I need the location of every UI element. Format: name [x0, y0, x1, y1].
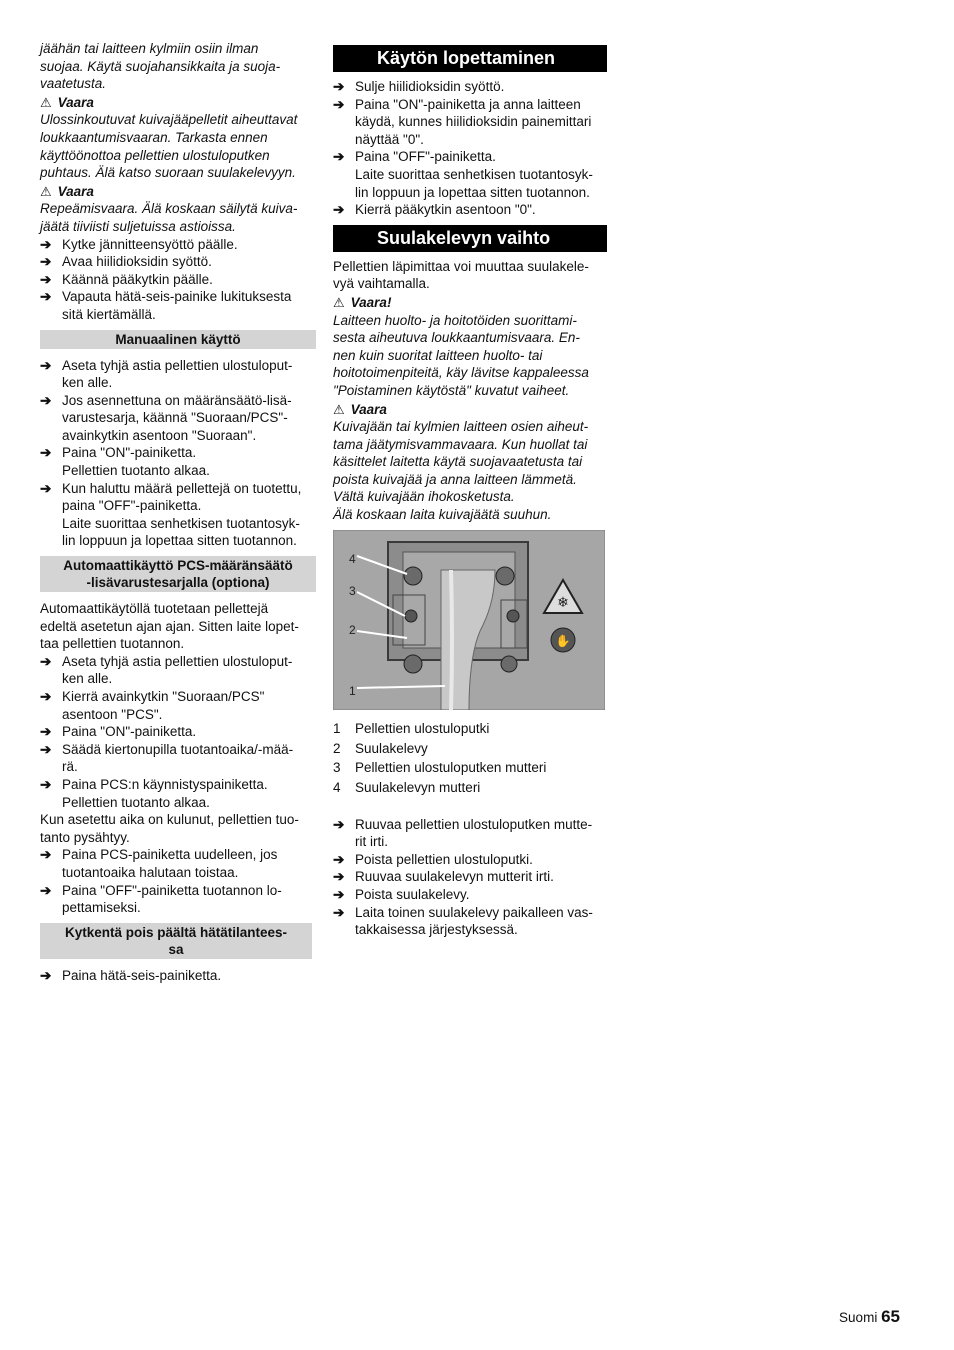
step-item: ➔ Paina PCS:n käynnistyspainiketta.	[40, 776, 268, 792]
nozzle-plate-photo	[333, 530, 605, 710]
step-item: ➔ Paina "ON"-painiketta.	[40, 445, 197, 461]
step-item: ➔ Käännä pääkytkin päälle.	[40, 271, 213, 287]
svg-text:✋: ✋	[555, 633, 571, 648]
step-item: ➔ Paina PCS-painiketta uudelleen, jos tuotantoaika halutaan toistaa.	[40, 847, 278, 880]
step-item: ➔ Avaa hiilidioksidin syöttö.	[40, 254, 212, 270]
step-item: ➔ Kytke jännitteensyöttö päälle.	[40, 236, 238, 252]
warning-triangle-icon: ⚠	[333, 401, 345, 417]
warning-heading: ⚠ Vaara	[40, 94, 94, 110]
section-heading-emergency: Kytkentä pois päältä hätätilantees- sa	[40, 923, 312, 959]
section-intro: Automaattikäytöllä tuotetaan pellettejä edeltä asetetun ajan ajan. Sitten laite lopet- taa pellettien tuotannon.	[40, 601, 299, 652]
arrow-icon: ➔	[40, 741, 52, 757]
step-item: ➔ Paina "ON"-painiketta.	[40, 724, 197, 740]
warning-triangle-icon: ⚠	[40, 94, 52, 110]
step-item: ➔ Kierrä pääkytkin asentoon "0".	[333, 202, 536, 218]
callout-2: 2	[349, 622, 356, 637]
legend-item: 3 Pellettien ulostuloputken mutteri	[333, 760, 547, 776]
step-result: Laite suorittaa senhetkisen tuotantosyk- lin loppuun ja lopettaa sitten tuotannon.	[355, 166, 593, 200]
callout-4: 4	[349, 551, 356, 566]
warning-text: Repeämisvaara. Älä koskaan säilytä kuiva- jäätä tiiviisti suljetuissa astioissa.	[40, 201, 298, 234]
section-heading-manual: Manuaalinen käyttö	[40, 330, 316, 349]
step-item: ➔ Sulje hiilidioksidin syöttö.	[333, 79, 505, 94]
step-item: ➔ Paina "OFF"-painiketta tuotannon lo- pettamiseksi.	[40, 882, 282, 916]
step-result: Pellettien tuotanto alkaa.	[62, 463, 210, 479]
arrow-icon: ➔	[40, 882, 52, 898]
step-item: ➔ Kierrä avainkytkin "Suoraan/PCS" asentoon "PCS".	[40, 689, 265, 722]
section-note: Kun asetettu aika on kulunut, pellettien tuo- tanto pysähtyy.	[40, 812, 299, 845]
arrow-icon: ➔	[40, 653, 52, 669]
warning-text: Ulossinkoutuvat kuivajääpelletit aiheuttavat loukkaantumisvaaran. Tarkasta ennen käyttöönottoa pellettien ulostuloputken puhtaus. Älä katso suoraan suulakelevyyn.	[40, 112, 298, 181]
legend-item: 1 Pellettien ulostuloputki	[333, 721, 490, 737]
svg-text:❄: ❄	[557, 594, 569, 611]
warning-triangle-icon: ⚠	[333, 294, 345, 310]
step-item: ➔ Aseta tyhjä astia pellettien ulostuloput- ken alle.	[40, 357, 293, 391]
arrow-icon: ➔	[40, 480, 52, 496]
legend-item: 4 Suulakelevyn mutteri	[333, 780, 481, 796]
step-item: ➔ Jos asennettuna on määränsäätö-lisä- varustesarja, käännä "Suoraan/PCS"- avainkytkin asentoon "Suoraan".	[40, 392, 292, 443]
arrow-icon: ➔	[333, 816, 345, 832]
step-item: ➔ Paina "ON"-painiketta ja anna laitteen käydä, kunnes hiilidioksidin painemittari näyttää "0".	[333, 96, 592, 147]
left-column	[40, 40, 316, 984]
warning-text: Laitteen huolto- ja hoitotöiden suorittami- sesta aiheutuva loukkaantumisvaara. En- nen kuin suoritat laitteen huolto- tai hoitotoimenpiteitä, käy lävitse kappaleessa "Poistaminen käytöstä" kuvatut vaiheet.	[333, 312, 589, 398]
arrow-icon: ➔	[40, 776, 52, 792]
arrow-icon: ➔	[333, 904, 345, 920]
section-heading-nozzle: Suulakelevyn vaihto	[333, 225, 607, 252]
arrow-icon: ➔	[40, 236, 52, 252]
page-number: 65	[881, 1307, 900, 1326]
arrow-icon: ➔	[333, 887, 345, 902]
step-item: ➔ Ruuvaa suulakelevyn mutterit irti.	[333, 869, 554, 885]
arrow-icon: ➔	[40, 392, 52, 408]
right-column	[333, 45, 607, 939]
callout-3: 3	[349, 583, 356, 598]
step-item: ➔ Laita toinen suulakelevy paikalleen vas- takkaisessa järjestyksessä.	[333, 904, 593, 938]
callout-1: 1	[349, 683, 356, 698]
arrow-icon: ➔	[40, 445, 52, 461]
arrow-icon: ➔	[333, 79, 345, 94]
warning-heading: ⚠ Vaara	[40, 183, 94, 199]
section-heading-auto: Automaattikäyttö PCS-määränsäätö -lisävarustesarjalla (optiona)	[40, 556, 316, 592]
footer-language: Suomi	[839, 1310, 878, 1325]
section-heading-stop: Käytön lopettaminen	[333, 45, 607, 72]
arrow-icon: ➔	[333, 869, 345, 885]
step-item: ➔ Aseta tyhjä astia pellettien ulostuloput- ken alle.	[40, 653, 293, 687]
step-item: ➔ Paina hätä-seis-painiketta.	[40, 967, 222, 983]
arrow-icon: ➔	[333, 202, 345, 218]
step-item: ➔ Säädä kiertonupilla tuotantoaika/-mää- rä.	[40, 741, 294, 775]
intro-text: jäähän tai laitteen kylmiin osiin ilman suojaa. Käytä suojahansikkaita ja suoja- vaatetusta.	[40, 41, 281, 92]
step-item: ➔ Poista suulakelevy.	[333, 887, 470, 902]
step-item: ➔ Paina "OFF"-painiketta.	[333, 149, 496, 165]
section-intro: Pellettien läpimittaa voi muuttaa suulakele- vyä vaihtamalla.	[333, 258, 589, 292]
warning-triangle-icon: ⚠	[40, 183, 52, 199]
arrow-icon: ➔	[40, 254, 52, 270]
arrow-icon: ➔	[333, 149, 345, 165]
arrow-icon: ➔	[40, 967, 52, 983]
step-item: ➔ Poista pellettien ulostuloputki.	[333, 851, 533, 867]
arrow-icon: ➔	[333, 96, 345, 112]
warning-text: Kuivajään tai kylmien laitteen osien aiheut- tama jäätymisvammavaara. Kun huollat tai käsittelet laitetta käytä suojavaatetusta tai poista kuivajää ja anna laitteen lämmetä. Vältä kuivajään ihokosketusta. Älä koskaan laita kuivajäätä suuhun.	[333, 419, 589, 523]
legend-item: 2 Suulakelevy	[333, 740, 428, 756]
arrow-icon: ➔	[40, 271, 52, 287]
step-result: Pellettien tuotanto alkaa.	[62, 794, 210, 810]
warning-heading: ⚠ Vaara	[333, 401, 387, 417]
page-footer	[839, 1308, 900, 1327]
arrow-icon: ➔	[40, 689, 52, 704]
step-result: Laite suorittaa senhetkisen tuotantosyk- lin loppuun ja lopettaa sitten tuotannon.	[62, 515, 300, 549]
step-item: ➔ Ruuvaa pellettien ulostuloputken mutte- rit irti.	[333, 816, 593, 850]
step-item: ➔ Kun haluttu määrä pellettejä on tuotettu, paina "OFF"-painiketta.	[40, 480, 302, 514]
arrow-icon: ➔	[40, 357, 52, 373]
arrow-icon: ➔	[333, 851, 345, 867]
arrow-icon: ➔	[40, 289, 52, 305]
arrow-icon: ➔	[40, 724, 52, 740]
step-item: ➔ Vapauta hätä-seis-painike lukituksesta sitä kiertämällä.	[40, 289, 292, 322]
warning-heading: ⚠ Vaara!	[333, 294, 392, 310]
arrow-icon: ➔	[40, 847, 52, 863]
